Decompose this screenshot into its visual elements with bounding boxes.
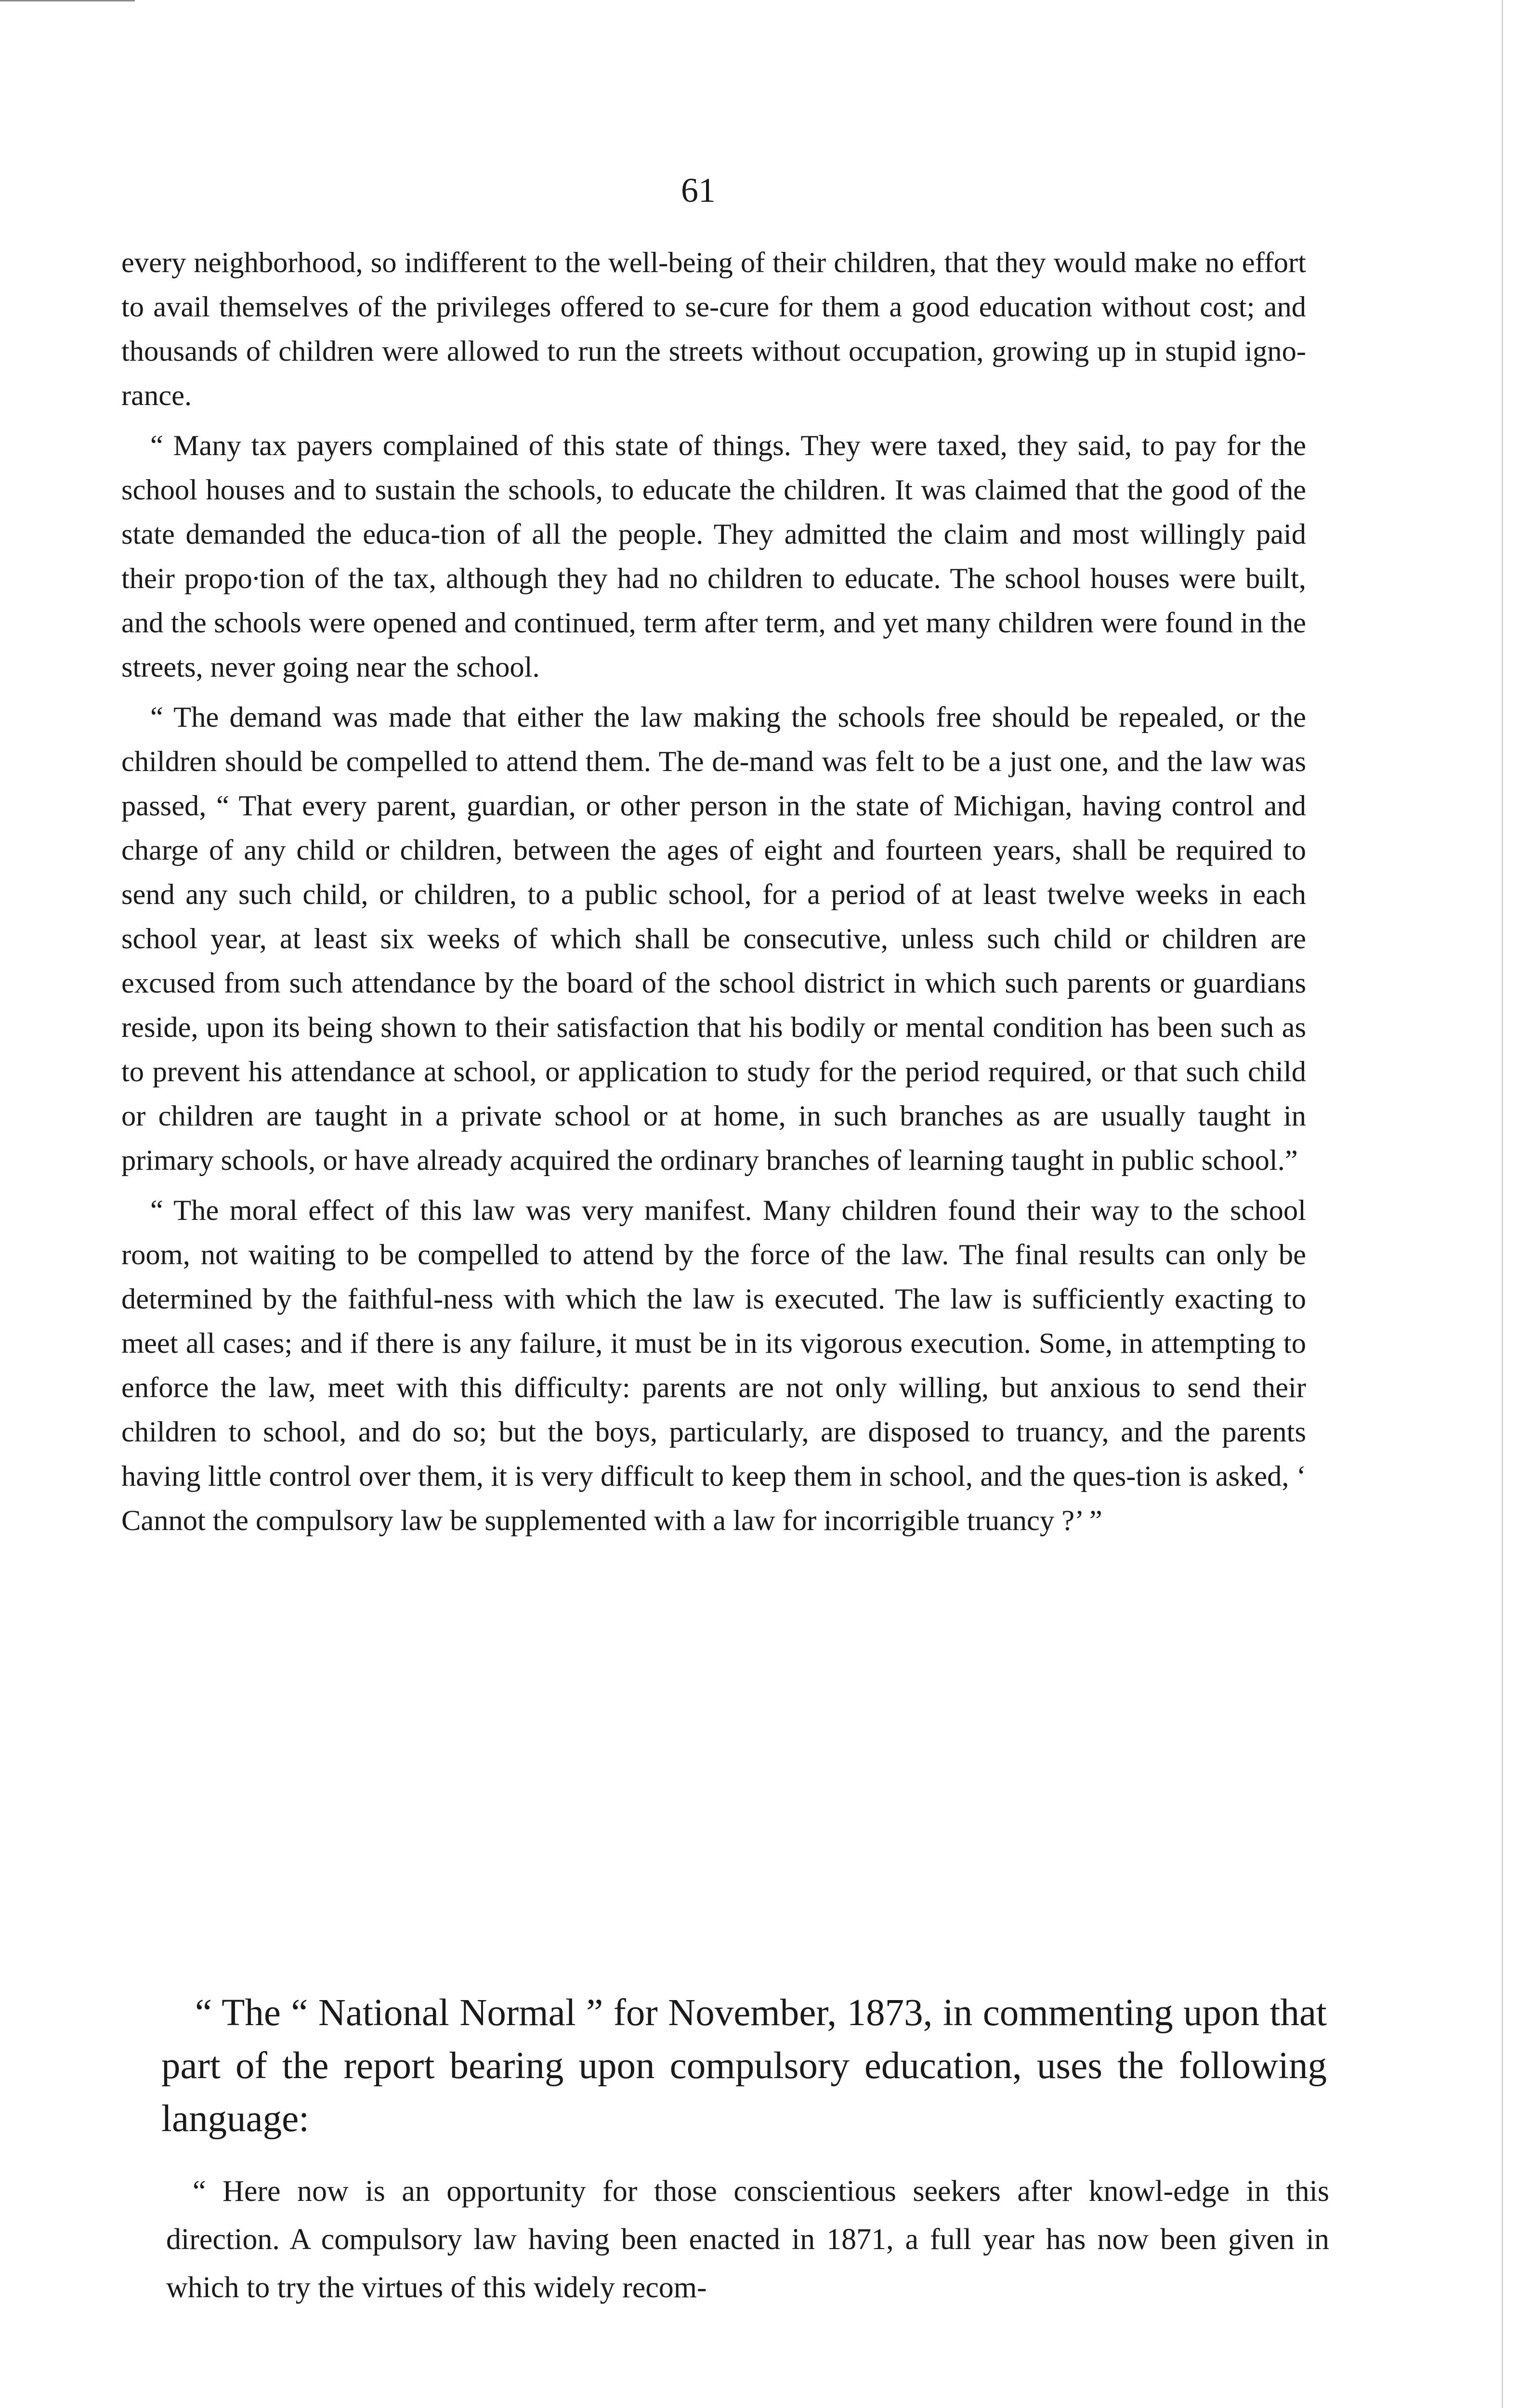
page-number: 61 [681,171,716,209]
paragraph-national-normal-quote: “ Here now is an opportunity for those conscientious seekers after knowl-edge in this direction. A compulsory law having been enacted in 1871, a full year has now been given in which to try the virtues of this widely recom- [166,2175,1329,2304]
paragraph-law-passed: “ The demand was made that either the law making the schools free should be repealed, or the children should be compelled to attend them. The de-mand was felt to be a just one, and the law was passed, “ That every parent, guardian, or other person in the state of Michigan, having control and charge of any child or children, between the ages of eight and fourteen years, shall be required to send any such child, or children, to a public school, for a period of at least twelve weeks in each school year, at least six weeks of which shall be consecutive, unless such child or children are excused from such attendance by the board of the school district in which such parents or guardians reside, upon its being shown to their satisfaction that his bodily or mental condition has been such as to prevent his attendance at school, or application to study for the period required, or that such child or children are taught in a private school or at home, in such branches as are usually taught in primary schools, or have already acquired the ordinary branches of learning taught in public school.” [121,701,1306,1177]
paragraph-tax-payers: “ Many tax payers complained of this state of things. They were taxed, they said, to pay for the school houses and to sustain the schools, to educate the children. It was claimed that the good of the state demanded the educa-tion of all the people. They admitted the claim and most willingly paid their propo∙tion of the tax, although they had no children to educate. The school houses were built, and the schools were opened and continued, term after term, and yet many children were found in the streets, never going near the school. [121,430,1306,683]
paragraph-moral-effect: “ The moral effect of this law was very manifest. Many children found their way to the school room, not waiting to be compelled to attend by the force of the law. The final results can only be determined by the faithful-ness with which the law is executed. The law is sufficiently exacting to meet all cases; and if there is any failure, it must be in its vigorous execution. Some, in attempting to enforce the law, meet with this difficulty: parents are not only willing, but anxious to send their children to school, and do so; but the boys, particularly, are disposed to truancy, and the parents having little control over them, it is very difficult to keep them in school, and the ques-tion is asked, ‘ Cannot the compulsory law be supplemented with a law for incorrigible truancy ?’ ” [121,1194,1306,1537]
report-quotation [121,241,1306,1543]
paragraph-national-normal-intro: “ The “ National Normal ” for November, 1873, in commenting upon that part of the report bearing upon compulsory education, uses the following language: [161,1992,1327,2140]
paragraph-neighborhood-indifference: every neighborhood, so indifferent to the well-being of their children, that they would make no effort to avail themselves of the privileges offered to se-cure for them a good education without cost; and thousands of children were allowed to run the streets without occupation, growing up in stupid igno-rance. [121,247,1306,412]
page-edge-line [1502,0,1503,2408]
top-edge-rule [0,0,135,1]
